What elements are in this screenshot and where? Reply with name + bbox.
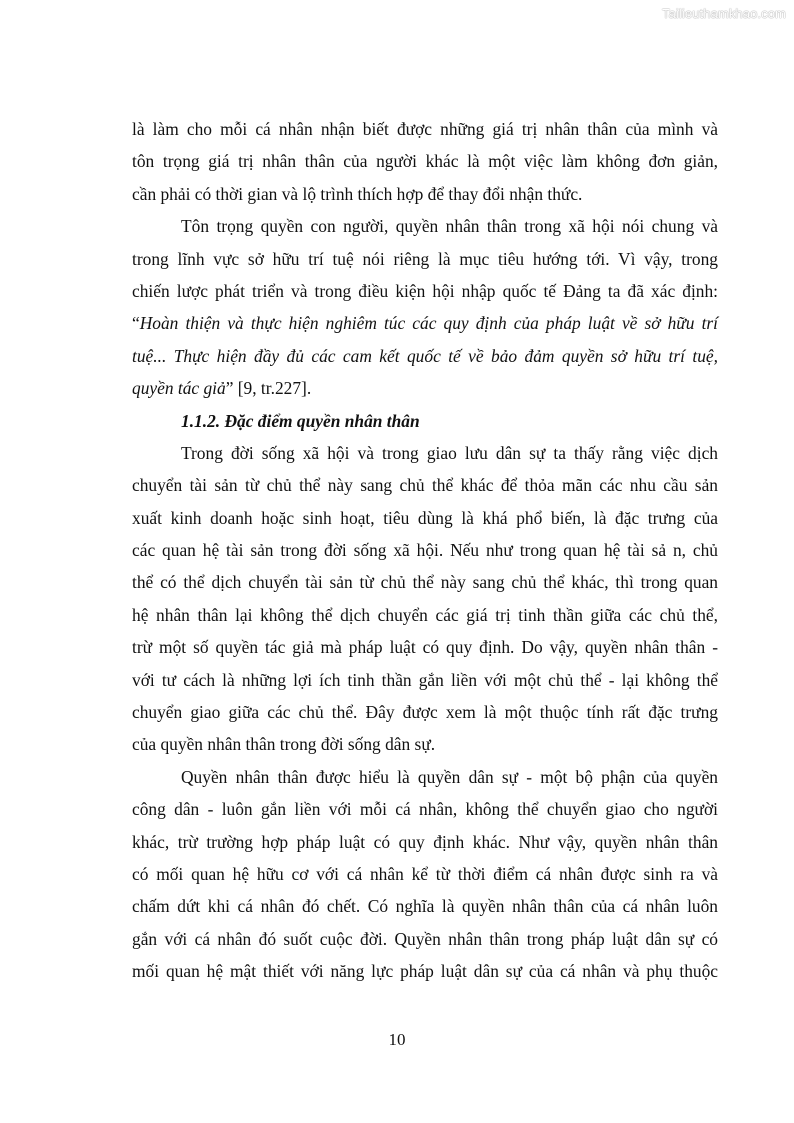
section-heading	[132, 405, 718, 437]
text-run: chuyển giao giữa các chủ thể. Đây được xem là một thuộc tính rất đặc trưng	[132, 702, 718, 723]
text-run: các quan hệ tài sản trong đời sống xã hội. Nếu như trong quan hệ tài sả n, chủ	[132, 540, 718, 561]
watermark: Tailieuthamkhao.com	[661, 6, 786, 21]
text-run: mối quan hệ mật thiết với năng lực pháp luật dân sự của cá nhân và phụ thuộc	[132, 961, 718, 982]
text-run: xuất kinh doanh hoặc sinh hoạt, tiêu dùng là khá phổ biến, là đặc trưng của	[132, 507, 718, 528]
text-line	[132, 145, 718, 177]
text-run: khác, trừ trường hợp pháp luật có quy định khác. Như vậy, quyền nhân thân	[132, 831, 718, 852]
text-line	[132, 890, 718, 922]
italic-quote-text: Hoàn thiện và thực hiện nghiêm túc các quy định của pháp luật về sở hữu trí	[139, 313, 718, 334]
text-run: trừ một số quyền tác giả mà pháp luật có quy định. Do vậy, quyền nhân thân -	[132, 637, 718, 658]
text-run: của quyền nhân thân trong đời sống dân sự.	[132, 734, 436, 755]
text-line	[132, 275, 718, 307]
text-run: Trong đời sống xã hội và trong giao lưu dân sự ta thấy rằng việc dịch	[181, 442, 718, 463]
italic-quote-text: quyền tác giả	[132, 378, 226, 399]
text-line	[132, 858, 718, 890]
text-line	[132, 405, 718, 437]
text-run: chuyển tài sản từ chủ thể này sang chủ thể khác để thỏa mãn các nhu cầu sản	[132, 475, 718, 496]
text-line	[132, 599, 718, 631]
text-run: “	[132, 313, 140, 334]
paragraph	[132, 437, 718, 761]
text-line	[132, 761, 718, 793]
text-run: chiến lược phát triển và trong điều kiện hội nhập quốc tế Đảng ta đã xác định:	[132, 280, 718, 301]
text-run: Tôn trọng quyền con người, quyền nhân thân trong xã hội nói chung và	[181, 216, 718, 237]
text-run: Quyền nhân thân được hiểu là quyền dân sự - một bộ phận của quyền	[181, 766, 718, 787]
text-line	[132, 243, 718, 275]
text-line	[132, 307, 718, 339]
document-body	[132, 113, 718, 988]
text-run: chấm dứt khi cá nhân đó chết. Có nghĩa là quyền nhân thân của cá nhân luôn	[132, 896, 718, 917]
text-line	[132, 178, 718, 210]
text-line	[132, 793, 718, 825]
text-line	[132, 955, 718, 987]
text-run: với tư cách là những lợi ích tinh thần gắn liền với một chủ thể - lại không thể	[132, 669, 718, 690]
text-line	[132, 372, 718, 404]
text-run: 1.1.2. Đặc điểm quyền nhân thân	[181, 410, 420, 431]
text-line	[132, 437, 718, 469]
paragraph	[132, 761, 718, 988]
text-line	[132, 566, 718, 598]
text-line	[132, 340, 718, 372]
text-run: ” [9, tr.227].	[225, 378, 312, 399]
text-run: là làm cho mỗi cá nhân nhận biết được những giá trị nhân thân của mình và	[132, 119, 718, 139]
text-run: gắn với cá nhân đó suốt cuộc đời. Quyền nhân thân trong pháp luật dân sự có	[132, 928, 718, 949]
text-line	[132, 696, 718, 728]
text-line	[132, 469, 718, 501]
text-line	[132, 728, 718, 760]
text-line	[132, 502, 718, 534]
text-line	[132, 210, 718, 242]
page-number: 10	[388, 1030, 406, 1049]
paragraph	[132, 113, 718, 210]
text-line	[132, 631, 718, 663]
text-run: tôn trọng giá trị nhân thân của người khác là một việc làm không đơn giản,	[132, 151, 718, 172]
text-run: hệ nhân thân lại không thể dịch chuyển các giá trị tinh thần giữa các chủ thể,	[132, 604, 718, 625]
italic-quote-text: tuệ... Thực hiện đầy đủ các cam kết quốc tế về bảo đảm quyền sở hữu trí tuệ,	[132, 345, 718, 366]
text-line	[132, 664, 718, 696]
text-run: có mối quan hệ hữu cơ với cá nhân kể từ thời điểm cá nhân được sinh ra và	[132, 863, 718, 884]
text-run: trong lĩnh vực sở hữu trí tuệ nói riêng là mục tiêu hướng tới. Vì vậy, trong	[132, 248, 718, 269]
text-run: thể có thể dịch chuyển tài sản từ chủ thể này sang chủ thể khác, thì trong quan	[132, 572, 718, 593]
text-run: công dân - luôn gắn liền với mỗi cá nhân, không thể chuyển giao cho người	[132, 799, 718, 820]
text-line	[132, 826, 718, 858]
paragraph	[132, 210, 718, 404]
text-line	[132, 113, 718, 145]
text-line	[132, 923, 718, 955]
text-run: cần phải có thời gian và lộ trình thích hợp để thay đổi nhận thức.	[132, 183, 583, 204]
text-line	[132, 534, 718, 566]
